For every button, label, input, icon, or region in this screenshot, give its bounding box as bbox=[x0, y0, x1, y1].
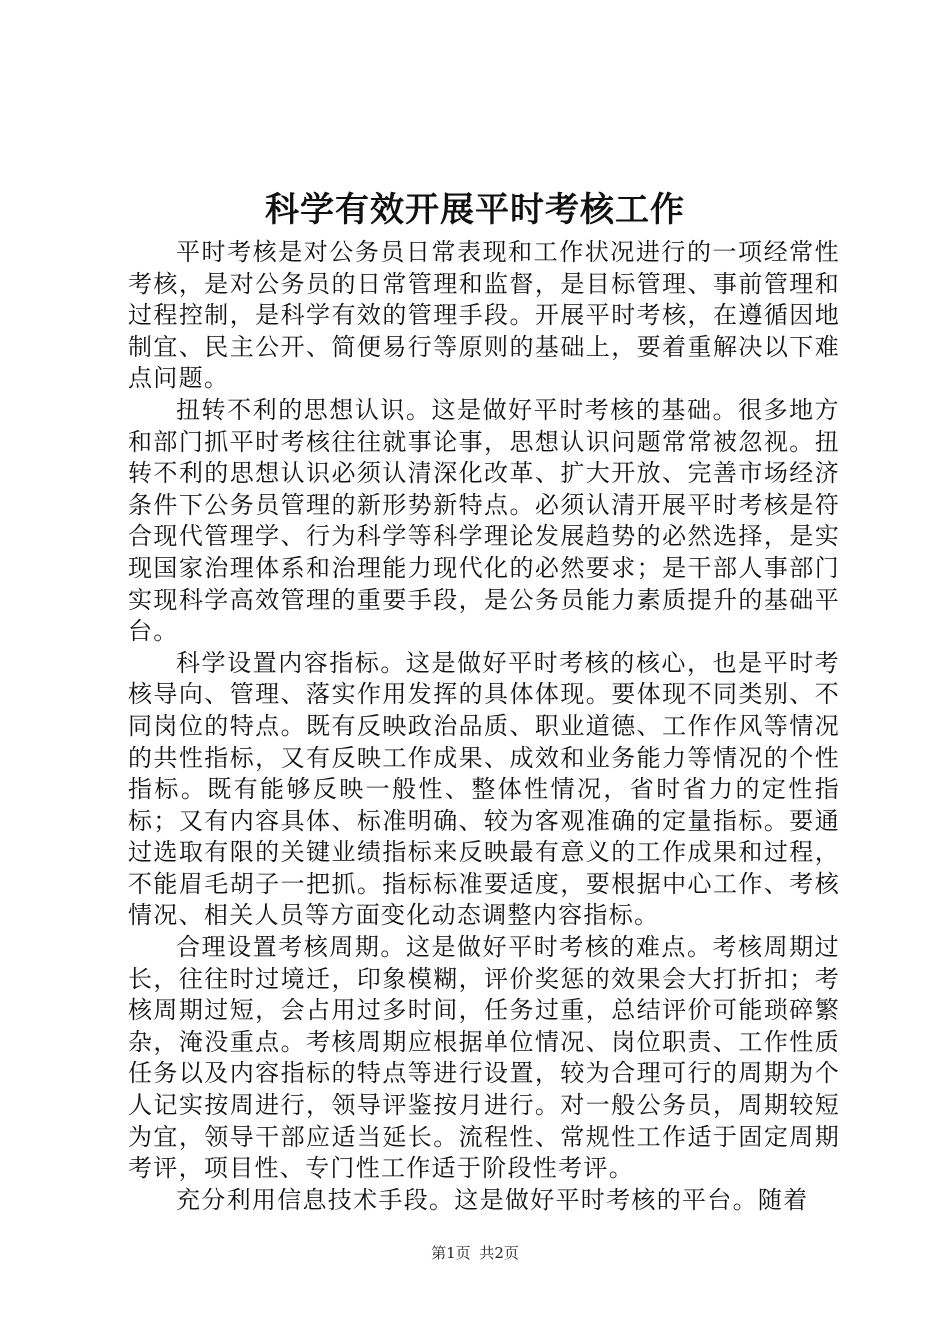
page-title: 科学有效开展平时考核工作 bbox=[265, 190, 685, 230]
paragraph-cycle: 合理设置考核周期。这是做好平时考核的难点。考核周期过长，往往时过境迁，印象模糊，评价奖惩的效果会大打折扣；考核周期过短，会占用过多时间，任务过重，总结评价可能琐碎繁杂，淹没重点。考核周期应根据单位情况、岗位职责、工作性质任务以及内容指标的特点等进行设置，较为合理可行的周期为个人记实按周进行，领导评鉴按月进行。对一般公务员，周期较短为宜，领导干部应适当延长。流程性、常规性工作适于固定周期考评，项目性、专门性工作适于阶段性考评。 bbox=[128, 933, 840, 1183]
paragraph-technology: 充分利用信息技术手段。这是做好平时考核的平台。随着 bbox=[176, 1185, 809, 1214]
page-footer bbox=[0, 1243, 950, 1263]
document-body bbox=[128, 237, 840, 1216]
paragraph-intro: 平时考核是对公务员日常表现和工作状况进行的一项经常性考核，是对公务员的日常管理和监督，是目标管理、事前管理和过程控制，是科学有效的管理手段。开展平时考核，在遵循因地制宜、民主公开、简便易行等原则的基础上，要着重解决以下难点问题。 bbox=[128, 238, 840, 393]
paragraph-indicators: 科学设置内容指标。这是做好平时考核的核心，也是平时考核导向、管理、落实作用发挥的具体体现。要体现不同类别、不同岗位的特点。既有反映政治品质、职业道德、工作作风等情况的共性指标，又有反映工作成果、成效和业务能力等情况的个性指标。既有能够反映一般性、整体性情况，省时省力的定性指标；又有内容具体、标准明确、较为客观准确的定量指标。要通过选取有限的关键业绩指标来反映最有意义的工作成果和过程，不能眉毛胡子一把抓。指标标准要适度，要根据中心工作、考核情况、相关人员等方面变化动态调整内容指标。 bbox=[128, 648, 840, 930]
paragraph-ideology: 扭转不利的思想认识。这是做好平时考核的基础。很多地方和部门抓平时考核往往就事论事，思想认识问题常常被忽视。扭转不利的思想认识必须认清深化改革、扩大开放、完善市场经济条件下公务员管理的新形势新特点。必须认清开展平时考核是符合现代管理学、行为科学等科学理论发展趋势的必然选择，是实现国家治理体系和治理能力现代化的必然要求；是干部人事部门实现科学高效管理的重要手段，是公务员能力素质提升的基础平台。 bbox=[128, 395, 840, 646]
page-number: 第1页 bbox=[431, 1244, 471, 1262]
page-total: 共2页 bbox=[479, 1244, 519, 1262]
